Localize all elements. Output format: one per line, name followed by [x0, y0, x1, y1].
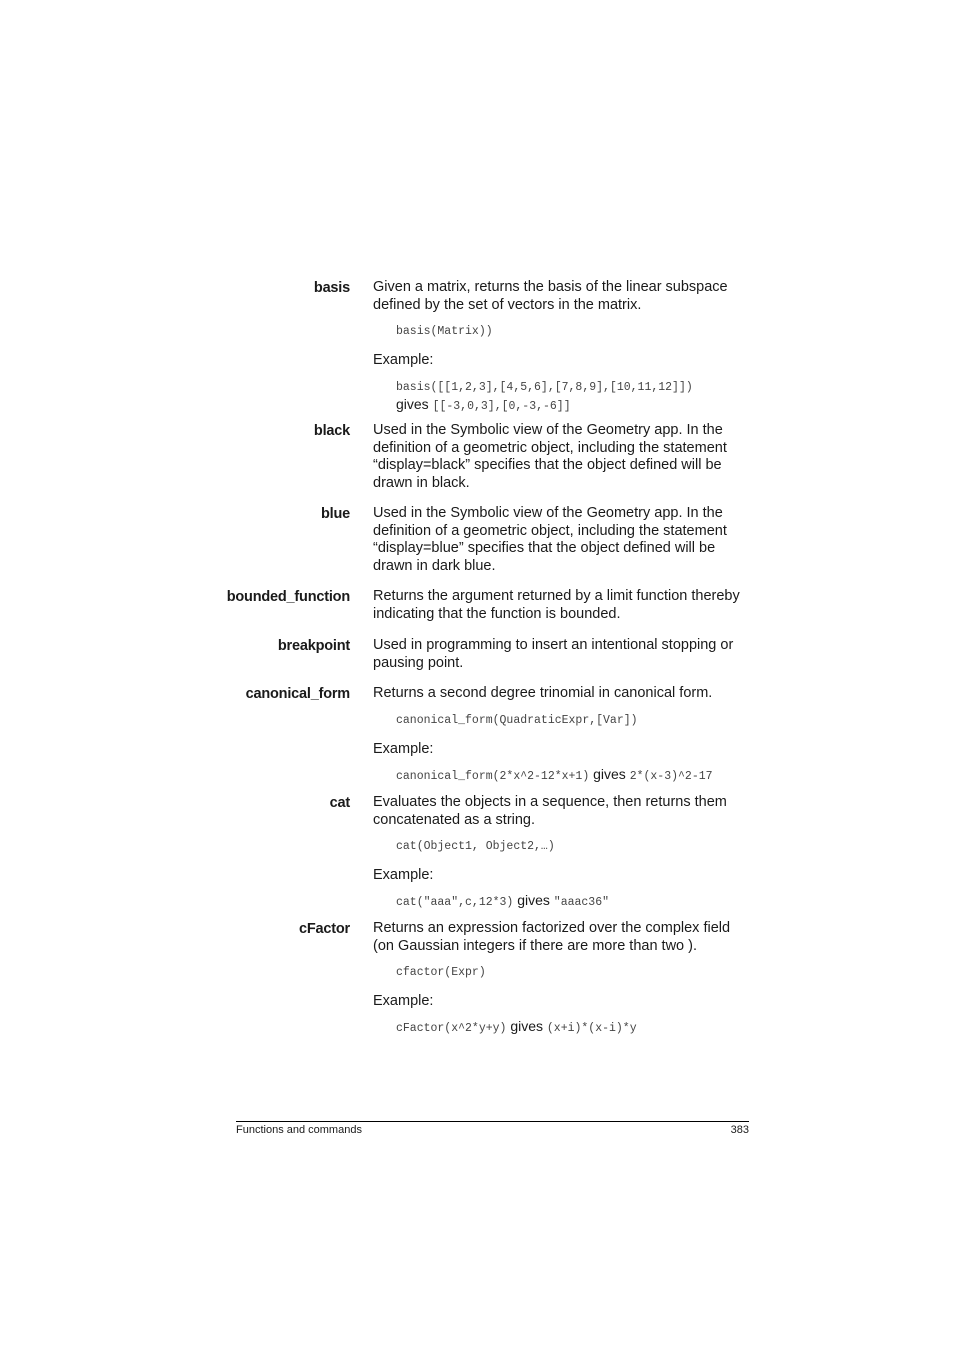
footer-section-title: Functions and commands — [236, 1124, 362, 1136]
term-blue: blue — [320, 506, 350, 522]
example-label-canonical-form: Example: — [373, 740, 434, 757]
example-result-cfactor: (x+i)*(x-i)*y — [546, 1022, 637, 1036]
syntax-cfactor: cfactor(Expr) — [396, 966, 486, 980]
example-code-cfactor: cFactor(x^2*y+y) — [396, 1022, 507, 1036]
syntax-basis: basis(Matrix)) — [396, 325, 493, 339]
footer-rule — [236, 1121, 749, 1122]
gives-label: gives — [517, 892, 550, 909]
example-result-canonical-form: 2*(x-3)^2-17 — [629, 769, 713, 783]
syntax-cat: cat(Object1, Object2,…) — [396, 840, 555, 854]
gives-label: gives — [396, 396, 429, 413]
gives-label: gives — [593, 765, 626, 782]
entry-body-basis — [373, 279, 753, 415]
entry-body-bounded-function — [373, 588, 753, 623]
page-number: 383 — [730, 1124, 749, 1136]
term-breakpoint: breakpoint — [277, 638, 350, 654]
term-bounded-function: bounded_function — [226, 589, 350, 605]
example-label-cat: Example: — [373, 867, 434, 884]
description-canonical-form: Returns a second degree trinomial in canonical form. — [373, 685, 713, 701]
example-basis — [396, 377, 753, 415]
entry-body-black — [373, 422, 753, 492]
example-result-cat: "aaac36" — [553, 896, 610, 910]
term-cfactor: cFactor — [299, 921, 350, 937]
entry-body-blue — [373, 505, 753, 575]
example-code-cat: cat("aaa",c,12*3) — [396, 896, 514, 910]
term-black: black — [313, 423, 350, 439]
description-blue: Used in the Symbolic view of the Geometry app. In the definition of a geometric object, including the statement “display=blue” specifies that the object defined will be drawn in dark blue. — [373, 505, 727, 574]
term-cat: cat — [329, 795, 350, 811]
description-cat: Evaluates the objects in a sequence, then returns them concatenated as a string. — [373, 794, 727, 828]
description-cfactor: Returns an expression factorized over the complex field (on Gaussian integers if there are more than two ). — [373, 920, 731, 954]
example-cat — [396, 892, 753, 911]
syntax-canonical-form: canonical_form(QuadraticExpr,[Var]) — [396, 713, 638, 727]
term-basis: basis — [313, 280, 350, 296]
term-canonical-form: canonical_form — [245, 686, 350, 702]
example-canonical-form — [396, 766, 753, 785]
description-black: Used in the Symbolic view of the Geometry app. In the definition of a geometric object, including the statement “display=black” specifies that the object defined will be drawn in black. — [373, 422, 727, 491]
description-breakpoint: Used in programming to insert an intentional stopping or pausing point. — [373, 637, 734, 671]
entry-body-cfactor — [373, 920, 753, 1037]
entry-body-breakpoint — [373, 637, 753, 672]
gives-label: gives — [510, 1018, 543, 1035]
example-label-basis: Example: — [373, 352, 434, 369]
description-basis: Given a matrix, returns the basis of the linear subspace defined by the set of vectors in the matrix. — [373, 279, 728, 313]
example-code-canonical-form: canonical_form(2*x^2-12*x+1) — [396, 769, 590, 783]
example-code-basis: basis([[1,2,3],[4,5,6],[7,8,9],[10,11,12]]) — [396, 381, 693, 395]
example-label-cfactor: Example: — [373, 993, 434, 1010]
entry-body-canonical-form — [373, 685, 753, 785]
description-bounded-function: Returns the argument returned by a limit function thereby indicating that the function is bounded. — [373, 588, 740, 622]
example-cfactor — [396, 1018, 753, 1037]
entry-body-cat — [373, 794, 753, 911]
example-result-basis: [[-3,0,3],[0,-3,-6]] — [432, 400, 571, 414]
